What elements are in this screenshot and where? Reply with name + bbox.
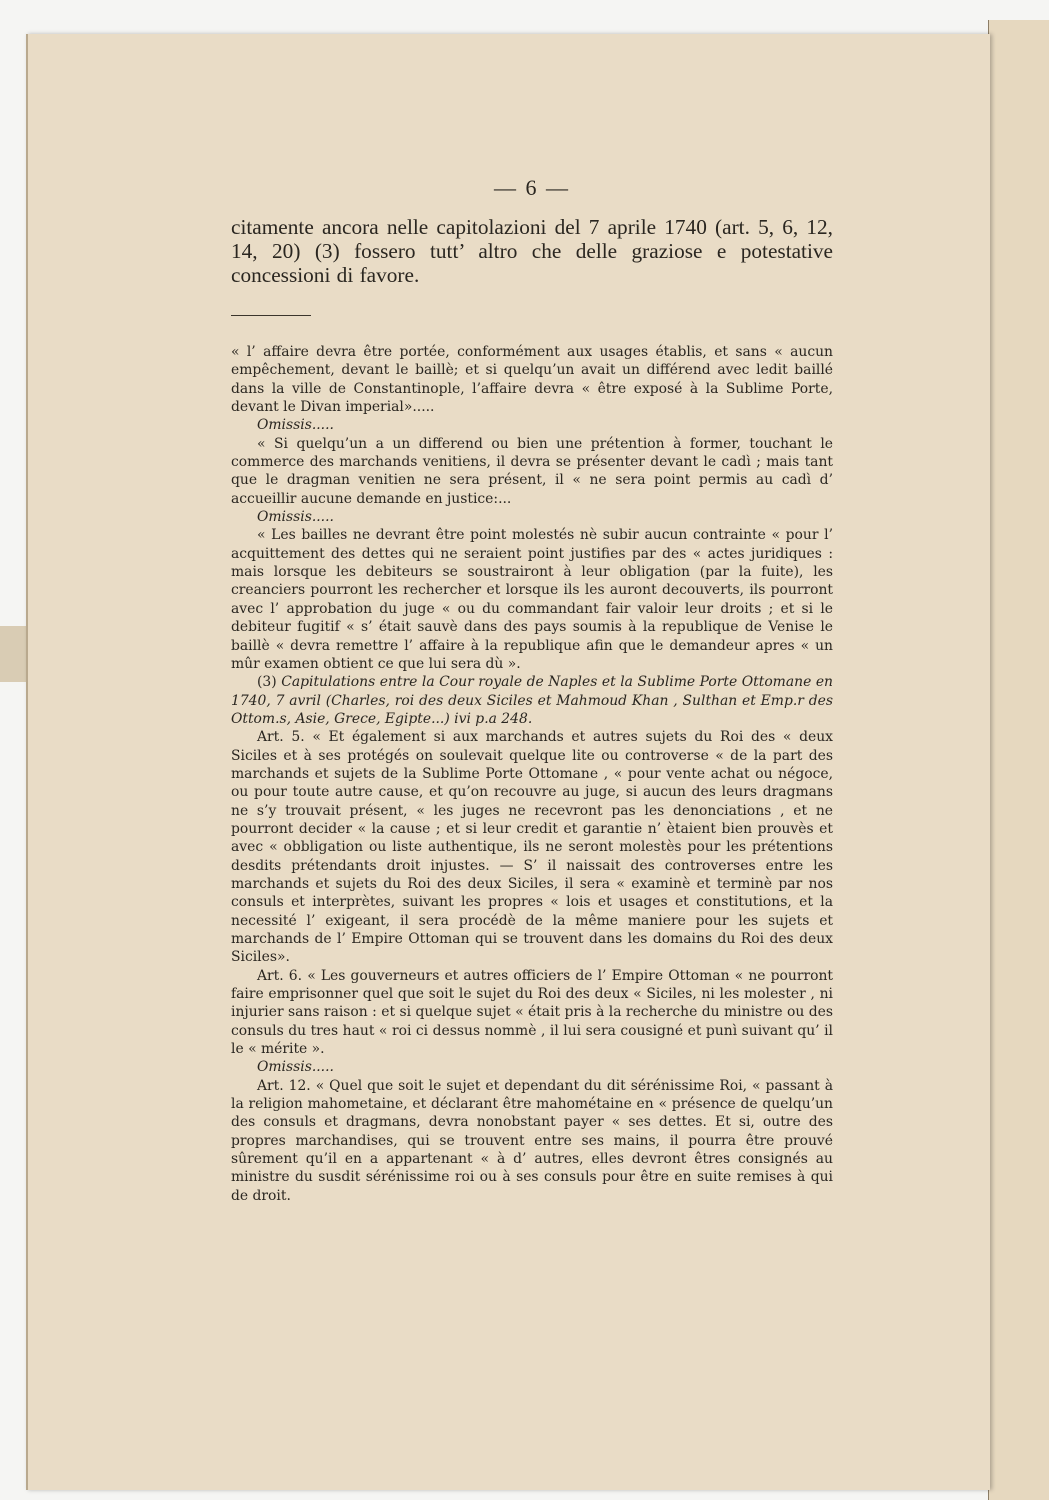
footnote-rule (231, 315, 311, 316)
omissis: Omissis..... (257, 417, 334, 434)
omissis: Omissis..... (257, 509, 334, 526)
article-12: Art. 12. « Quel que soit le sujet et dependant du dit sérénissime Roi, « passant à la religion mahometaine, et déclarant être mahométaine en « présence de quelqu’un des consuls et dragmans, devra nonobstant payer « ses dettes. Et si, outre des propres marchandises, qui se trouvent entre ses mains, il pourra être prouvé sûrement qu’il en a appartenant « à d’ autres, elles devront êtres consignés au ministre du susdit sérénissime roi ou à ses consuls pour être en suite remises à qui de droit. (231, 1077, 833, 1204)
note-paragraph: « Les bailles ne devrant être point molestés nè subir aucun contrainte « pour l’ acquittement des dettes qui ne seraient point justifies par des « actes juridiques : mais lorsque les debiteurs se soustrairont à leur obligation (par la fuite), les creanciers pourront les rechercher et lorsque ils les auront decouverts, ils pourront avec l’ approbation du juge « ou du commandant fair valoir leur droits ; et si le debiteur fugitif « s’ était sauvè dans des pays soumis à la republique de Venise le baillè « devra remettre l’ affaire à la republique afin que le demandeur apres « un mûr examen obtient ce que lui sera dù ». (231, 527, 833, 672)
footnote-number: (3) (257, 674, 277, 691)
omissis: Omissis..... (257, 1059, 334, 1076)
main-text: citamente ancora nelle capitolazioni del 7 aprile 1740 (art. 5, 6, 12, 14, 20) (3) fossero tutt’ altro che delle graziose e potestative concessioni di favore. (231, 215, 833, 287)
next-page-edge (988, 20, 1049, 1500)
footnote-3 (231, 673, 833, 728)
footnote-citation: Capitulations entre la Cour royale de Naples et la Sublime Porte Ottomane en 1740, 7 avril (Charles, roi des deux Siciles et Mahmoud Khan , Sulthan et Emp.r des Ottom.s, Asie, Grece, Egipte...) ivi p.a 248. (231, 674, 834, 727)
article-5: Art. 5. « Et également si aux marchands et autres sujets du Roi des « deux Siciles et à ses protégés on soulevait quelque lite ou controverse « de la part des marchands et sujets de la Sublime Porte Ottomane , « pour vente achat ou négoce, ou pour toute autre cause, et qu’on recouvre au juge, si aucun des leurs dragmans ne s’y trouvait présent, « les juges ne recevront pas les denonciations , et ne pourront decider « la cause ; et si leur credit et garantie n’ ètaient bien prouvès et avec « obbligation ou liste authentique, ils ne seront molestès pour les prétentions desdits prétendants droit injustes. — S’ il naissait des controverses entre les marchands et sujets du Roi des deux Siciles, il sera « examinè et terminè par nos consuls et interprètes, suivant les propres « lois et usages et constitutions, et la necessité l’ exigeant, il sera procédè de la même maniere pour les sujets et marchands de l’ Empire Ottoman qui se trouvent dans les domains du Roi des deux Siciles». (231, 729, 833, 966)
page-content (231, 175, 833, 1205)
note-paragraph: « l’ affaire devra être portée, conformément aux usages établis, et sans « aucun empêchement, devant le baillè; et si quelqu’un avait un différend avec ledit baillé dans la ville de Constantinople, l’affaire devra « être exposé à la Sublime Porte, devant le Divan imperial»..... (231, 344, 833, 416)
binding-fold (0, 626, 26, 682)
footnotes (231, 343, 833, 1205)
page-number: — 6 — (494, 175, 570, 200)
note-paragraph: « Si quelqu’un a un differend ou bien une prétention à former, touchant le commerce des marchands venitiens, il devra se présenter devant le cadì ; mais tant que le dragman venitien ne sera présent, il « ne sera point permis au cadì d’ accueillir aucune demande en justice:... (231, 435, 833, 507)
article-6: Art. 6. « Les gouverneurs et autres officiers de l’ Empire Ottoman « ne pourront faire emprisonner quel que soit le sujet du Roi des deux « Siciles, ni les molester , ni injurier sans raison : et si quelque sujet « était pris à la recherche du ministre ou des consuls du tres haut « roi ci dessus nommè , il lui sera cousigné et punì suivant qu’ il le « mérite ». (231, 967, 833, 1058)
